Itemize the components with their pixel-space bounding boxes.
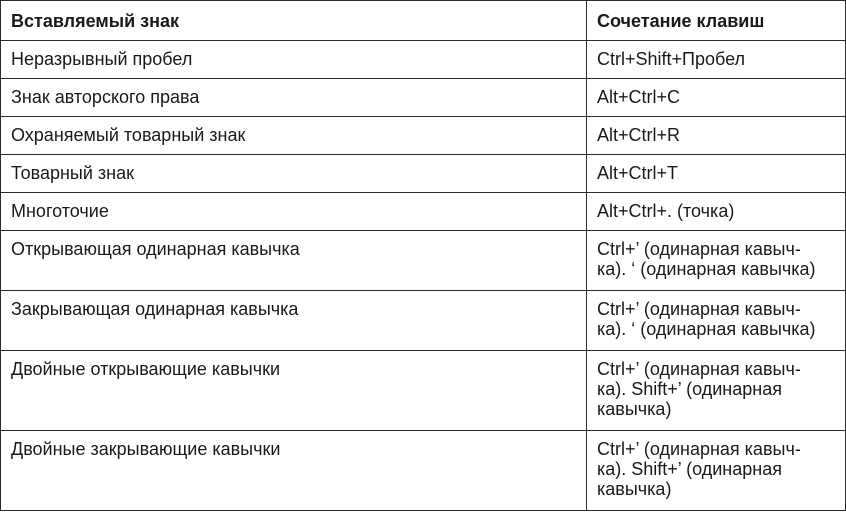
header-keys: Сочетание клавиш	[587, 1, 846, 41]
sign-cell: Неразрывный пробел	[1, 41, 587, 79]
keys-cell: Ctrl+’ (одинарная кавыч- ка). ‘ (одинарная кавычка)	[587, 291, 846, 351]
table-row	[1, 117, 846, 155]
sign-cell: Товарный знак	[1, 155, 587, 193]
table-row	[1, 231, 846, 291]
keys-cell: Ctrl+’ (одинарная кавыч- ка). ‘ (одинарная кавычка)	[587, 231, 846, 291]
keys-cell: Alt+Ctrl+T	[587, 155, 846, 193]
sign-cell: Закрывающая одинарная кавычка	[1, 291, 587, 351]
table-row	[1, 291, 846, 351]
table-row	[1, 431, 846, 511]
sign-cell: Многоточие	[1, 193, 587, 231]
sign-cell: Двойные открывающие кавычки	[1, 351, 587, 431]
keys-cell: Ctrl+Shift+Пробел	[587, 41, 846, 79]
keys-cell: Ctrl+’ (одинарная кавыч- ка). Shift+’ (одинарная кавычка)	[587, 351, 846, 431]
sign-cell: Охраняемый товарный знак	[1, 117, 587, 155]
table-row	[1, 351, 846, 431]
table-row	[1, 41, 846, 79]
table-row	[1, 155, 846, 193]
keys-cell: Ctrl+’ (одинарная кавыч- ка). Shift+’ (одинарная кавычка)	[587, 431, 846, 511]
table-row	[1, 193, 846, 231]
table-header-row	[1, 1, 846, 41]
table-row	[1, 79, 846, 117]
sign-cell: Открывающая одинарная кавычка	[1, 231, 587, 291]
header-sign: Вставляемый знак	[1, 1, 587, 41]
keys-cell: Alt+Ctrl+R	[587, 117, 846, 155]
sign-cell: Знак авторского права	[1, 79, 587, 117]
sign-cell: Двойные закрывающие кавычки	[1, 431, 587, 511]
keys-cell: Alt+Ctrl+C	[587, 79, 846, 117]
keys-cell: Alt+Ctrl+. (точка)	[587, 193, 846, 231]
